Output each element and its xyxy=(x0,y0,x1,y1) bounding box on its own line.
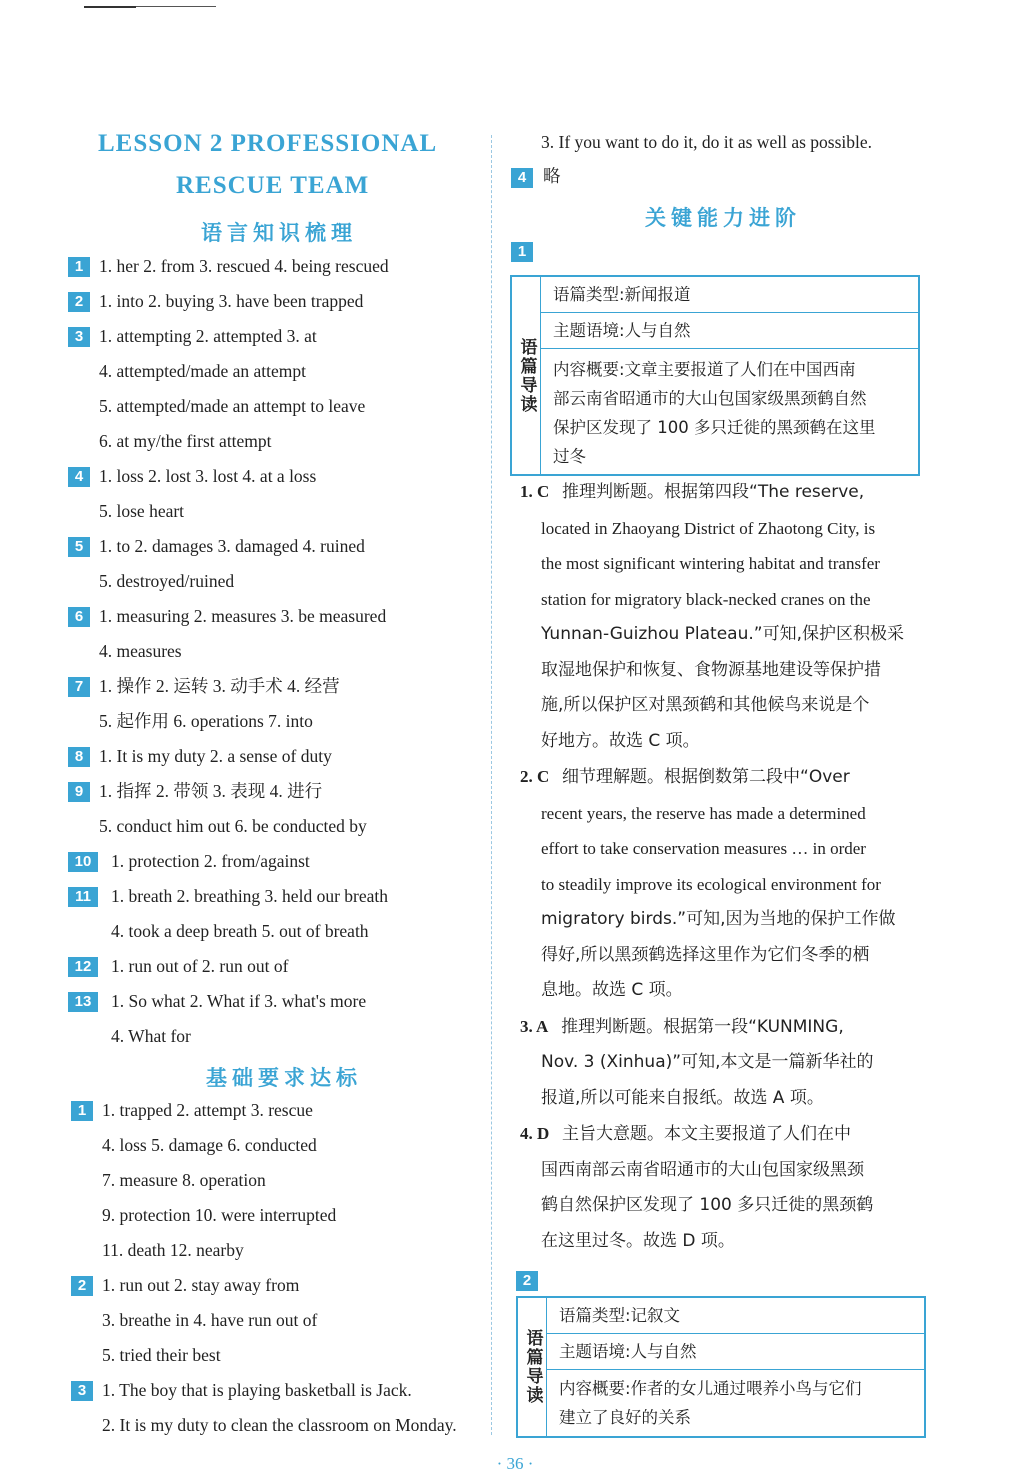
answer-line: 9. protection 10. were interrupted xyxy=(102,1205,337,1225)
column-divider xyxy=(491,135,492,1435)
answer-text: 施,所以保护区对黑颈鹤和其他候鸟来说是个 xyxy=(541,695,870,715)
exercise-badge: 1 xyxy=(68,257,90,277)
answer-line: 7. measure 8. operation xyxy=(102,1170,266,1190)
answer-text: 好地方。故选 C 项。 xyxy=(541,730,700,751)
exercise-badge: 11 xyxy=(68,887,98,907)
exercise-badge: 10 xyxy=(68,852,98,872)
exercise-badge: 5 xyxy=(68,537,90,557)
answer-line: 3. breathe in 4. have run out of xyxy=(102,1310,318,1330)
answer-line: 1. run out 2. stay away from xyxy=(102,1275,300,1295)
page-number: · 36 · xyxy=(496,1454,534,1473)
guide-row: 主题语境:人与自然 xyxy=(541,313,918,349)
answer-text: migratory birds.”可知,因为当地的保护工作做 xyxy=(541,909,896,929)
exercise-badge: 4 xyxy=(68,467,90,487)
guide-summary-line: 内容概要:文章主要报道了人们在中国西南 xyxy=(553,360,856,379)
passage-badge: 2 xyxy=(516,1271,538,1291)
answer-line: 1. So what 2. What if 3. what's more xyxy=(111,991,367,1011)
answer-line: 2. It is my duty to clean the classroom on Monday. xyxy=(102,1415,457,1435)
exercise-badge: 13 xyxy=(68,992,98,1012)
guide-summary-line: 保护区发现了 100 多只迁徙的黑颈鹤在这里 xyxy=(553,418,876,437)
answer-text: to steadily improve its ecological environment for xyxy=(541,874,881,894)
guide-row: 语篇类型:记叙文 xyxy=(547,1298,924,1334)
answer-number: 3. A xyxy=(520,1016,549,1036)
answer-text: 报道,所以可能来自报纸。故选 A 项。 xyxy=(541,1087,824,1108)
answer-line: 1. 指挥 2. 带领 3. 表现 4. 进行 xyxy=(99,781,323,801)
answer-line: 1. run out of 2. run out of xyxy=(111,956,289,976)
exercise-badge: 2 xyxy=(71,1276,93,1296)
answer-line: 1. into 2. buying 3. have been trapped xyxy=(99,291,364,311)
answer-line: 3. If you want to do it, do it as well as possible. xyxy=(541,132,873,152)
section-title-basics: 基础要求达标 xyxy=(206,1066,362,1090)
exercise-badge: 12 xyxy=(68,957,98,977)
answer-line: 4. took a deep breath 5. out of breath xyxy=(111,921,369,941)
answer-text: 鹤自然保护区发现了 100 多只迁徙的黑颈鹤 xyxy=(541,1195,874,1215)
exercise-badge: 9 xyxy=(68,782,90,802)
exercise-badge: 3 xyxy=(71,1381,93,1401)
answer-text: Nov. 3 (Xinhua)”可知,本文是一篇新华社的 xyxy=(541,1052,874,1072)
answer-text: 细节理解题。根据倒数第二段中“Over xyxy=(562,767,850,787)
answer-text: 息地。故选 C 项。 xyxy=(541,980,683,1000)
answer-line: 1. trapped 2. attempt 3. rescue xyxy=(102,1100,313,1120)
answer-number: 1. C xyxy=(520,482,550,501)
answer-line: 1. It is my duty 2. a sense of duty xyxy=(99,746,332,766)
answer-line: 4. What for xyxy=(111,1026,191,1046)
answer-number: 4. D xyxy=(520,1124,550,1143)
reading-guide-label: 语篇导读 xyxy=(512,277,541,474)
exercise-badge: 6 xyxy=(68,607,90,627)
answer-line: 6. at my/the first attempt xyxy=(99,431,272,451)
answer-line: 1. to 2. damages 3. damaged 4. ruined xyxy=(99,536,365,556)
answer-line: 5. lose heart xyxy=(99,501,185,521)
guide-row: 语篇类型:新闻报道 xyxy=(541,277,918,313)
answer-text: station for migratory black-necked cranes on the xyxy=(541,589,871,609)
guide-row: 主题语境:人与自然 xyxy=(547,1334,924,1370)
exercise-badge: 7 xyxy=(68,677,90,697)
answer-text: located in Zhaoyang District of Zhaotong City, is xyxy=(541,518,876,538)
answer-text: 推理判断题。根据第一段“KUNMING, xyxy=(561,1016,844,1037)
lesson-title-line2: RESCUE TEAM xyxy=(176,172,370,199)
guide-summary-line: 内容概要:作者的女儿通过喂养小鸟与它们 xyxy=(559,1379,862,1398)
answer-line: 4. attempted/made an attempt xyxy=(99,361,307,381)
answer-text: 在这里过冬。故选 D 项。 xyxy=(541,1230,735,1251)
answer-line: 1. her 2. from 3. rescued 4. being rescued xyxy=(99,256,389,276)
answer-text: the most significant wintering habitat and transfer xyxy=(541,554,880,573)
section-title-knowledge: 语言知识梳理 xyxy=(201,221,357,245)
answer-line: 1. loss 2. lost 3. lost 4. at a loss xyxy=(99,466,317,486)
guide-row-summary xyxy=(541,349,918,480)
answer-line: 1. 操作 2. 运转 3. 动手术 4. 经营 xyxy=(99,676,340,696)
answer-line: 5. conduct him out 6. be conducted by xyxy=(99,816,367,836)
answer-block xyxy=(520,474,918,1259)
answer-text: recent years, the reserve has made a determined xyxy=(541,803,866,823)
answer-line: 5. attempted/made an attempt to leave xyxy=(99,396,366,416)
answer-text: Yunnan-Guizhou Plateau.”可知,保护区积极采 xyxy=(541,624,904,644)
exercise-badge: 8 xyxy=(68,747,90,767)
passage-badge: 1 xyxy=(511,242,533,262)
answer-text: 推理判断题。根据第四段“The reserve, xyxy=(562,482,865,502)
guide-summary-line: 过冬 xyxy=(553,447,586,466)
answer-line: 5. tried their best xyxy=(102,1345,221,1365)
reading-guide-label: 语篇导读 xyxy=(518,1298,547,1436)
answer-line: 11. death 12. nearby xyxy=(102,1240,244,1260)
answer-text: 主旨大意题。本文主要报道了人们在中 xyxy=(562,1124,852,1144)
answer-text: effort to take conservation measures … in order xyxy=(541,839,866,858)
reading-guide-box xyxy=(510,275,920,476)
exercise-badge: 4 xyxy=(511,168,533,188)
answer-line: 5. destroyed/ruined xyxy=(99,571,235,591)
answer-number: 2. C xyxy=(520,767,550,786)
answer-line: 5. 起作用 6. operations 7. into xyxy=(99,711,313,731)
section-title-advanced: 关键能力进阶 xyxy=(645,206,801,230)
answer-line: 1. The boy that is playing basketball is Jack. xyxy=(102,1380,412,1400)
guide-row-summary xyxy=(547,1370,924,1440)
guide-summary-line: 建立了良好的关系 xyxy=(559,1408,691,1427)
lesson-title: LESSON 2 PROFESSIONAL xyxy=(98,130,438,157)
answer-text: 取湿地保护和恢复、食物源基地建设等保护措 xyxy=(541,659,881,680)
answer-line: 1. breath 2. breathing 3. held our breath xyxy=(111,886,388,906)
exercise-badge: 1 xyxy=(71,1101,93,1121)
answer-line: 略 xyxy=(543,167,561,187)
answer-line: 4. measures xyxy=(99,641,182,661)
exercise-badge: 3 xyxy=(68,327,90,347)
answer-text: 得好,所以黑颈鹤选择这里作为它们冬季的栖 xyxy=(541,944,870,965)
answer-line: 1. measuring 2. measures 3. be measured xyxy=(99,606,387,626)
header-rule-accent xyxy=(84,6,136,8)
exercise-badge: 2 xyxy=(68,292,90,312)
reading-guide-box xyxy=(516,1296,926,1438)
answer-line: 1. protection 2. from/against xyxy=(111,851,310,871)
answer-line: 4. loss 5. damage 6. conducted xyxy=(102,1135,317,1155)
answer-text: 国西南部云南省昭通市的大山包国家级黑颈 xyxy=(541,1159,864,1180)
guide-summary-line: 部云南省昭通市的大山包国家级黑颈鹤自然 xyxy=(553,389,867,408)
answer-line: 1. attempting 2. attempted 3. at xyxy=(99,326,317,346)
